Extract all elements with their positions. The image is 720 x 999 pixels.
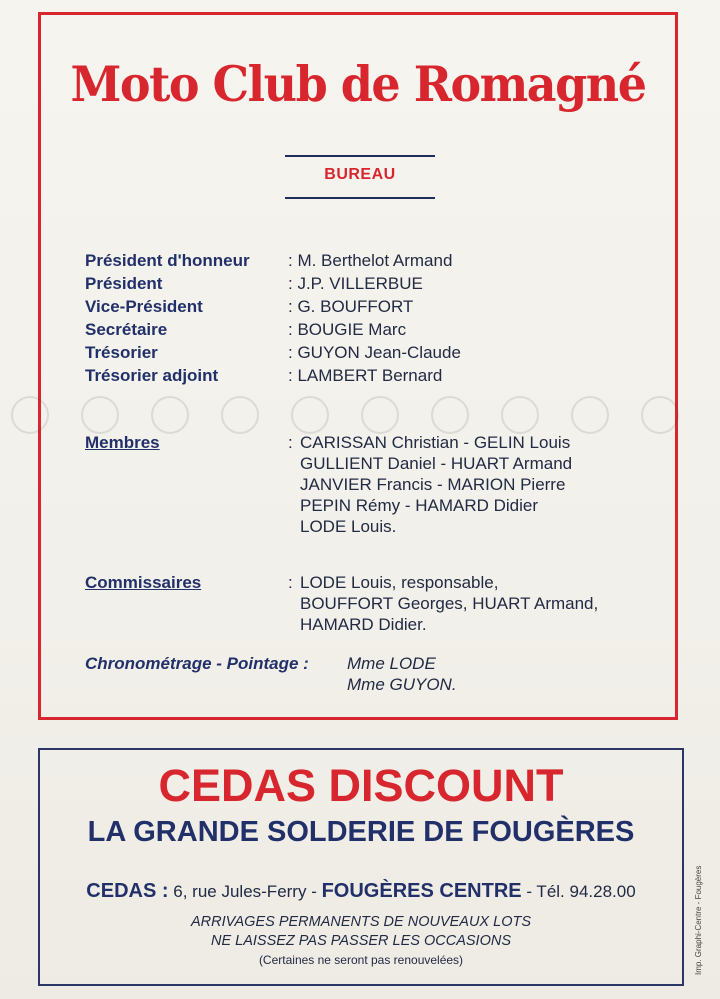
commissaire-line: BOUFFORT Georges, HUART Armand, [300,594,599,613]
membres-list [300,432,572,537]
officer-role: Président d'honneur [85,251,250,270]
chrono-values [347,653,457,695]
commissaire-line: LODE Louis, responsable, [300,573,499,592]
ad-phone: - Tél. 94.28.00 [526,882,636,901]
bureau-rule-bottom [285,197,435,199]
officer-name: : J.P. VILLERBUE [288,274,423,293]
bureau-rule-top [285,155,435,157]
commissaire-line: HAMARD Didier. [300,615,427,634]
club-frame [38,12,678,720]
officer-name: : GUYON Jean-Claude [288,343,461,362]
commissaires-label: Commissaires [85,573,202,592]
ad-note-occasions: NE LAISSEZ PAS PASSER LES OCCASIONS [210,933,512,949]
advertisement-frame [38,748,684,986]
officer-role: Président [85,274,163,293]
member-line: LODE Louis. [300,517,397,536]
officer-name: : BOUGIE Marc [288,320,407,339]
membres-label: Membres [85,433,160,452]
commissaires-list [300,572,598,635]
ad-address [40,880,682,903]
officer-role: Secrétaire [85,320,168,339]
officer-name: : G. BOUFFORT [288,297,414,316]
officer-name: : LAMBERT Bernard [288,366,443,385]
officer-role: Trésorier adjoint [85,366,219,385]
chrono-value: Mme LODE [347,654,436,673]
ad-title: CEDAS DISCOUNT [158,760,564,811]
ad-subtitle: LA GRANDE SOLDERIE DE FOUGÈRES [87,816,635,848]
ad-street: 6, rue Jules-Ferry - [173,882,317,901]
printer-credit: Imp. Graphi-Centre - Fougères [694,865,703,975]
member-line: JANVIER Francis - MARION Pierre [300,475,566,494]
bureau-heading: BUREAU [324,166,396,183]
ad-note-arrivals: ARRIVAGES PERMANENTS DE NOUVEAUX LOTS [190,914,532,930]
officer-role: Vice-Président [85,297,203,316]
ad-note-disclaimer: (Certaines ne seront pas renouvelées) [258,953,464,967]
member-line: PEPIN Rémy - HAMARD Didier [300,496,539,515]
member-line: CARISSAN Christian - GELIN Louis [300,433,571,452]
membres-colon: : [288,433,293,452]
member-line: GULLIENT Daniel - HUART Armand [300,454,573,473]
ad-town: FOUGÈRES CENTRE [321,880,522,902]
officer-name: : M. Berthelot Armand [288,251,453,270]
chrono-value: Mme GUYON. [347,675,457,694]
club-title: Moto Club de Romagné [70,55,646,113]
commissaires-colon: : [288,573,293,592]
ad-brand: CEDAS : [86,880,169,902]
officer-role: Trésorier [85,343,158,362]
chrono-label: Chronométrage - Pointage : [85,654,309,673]
